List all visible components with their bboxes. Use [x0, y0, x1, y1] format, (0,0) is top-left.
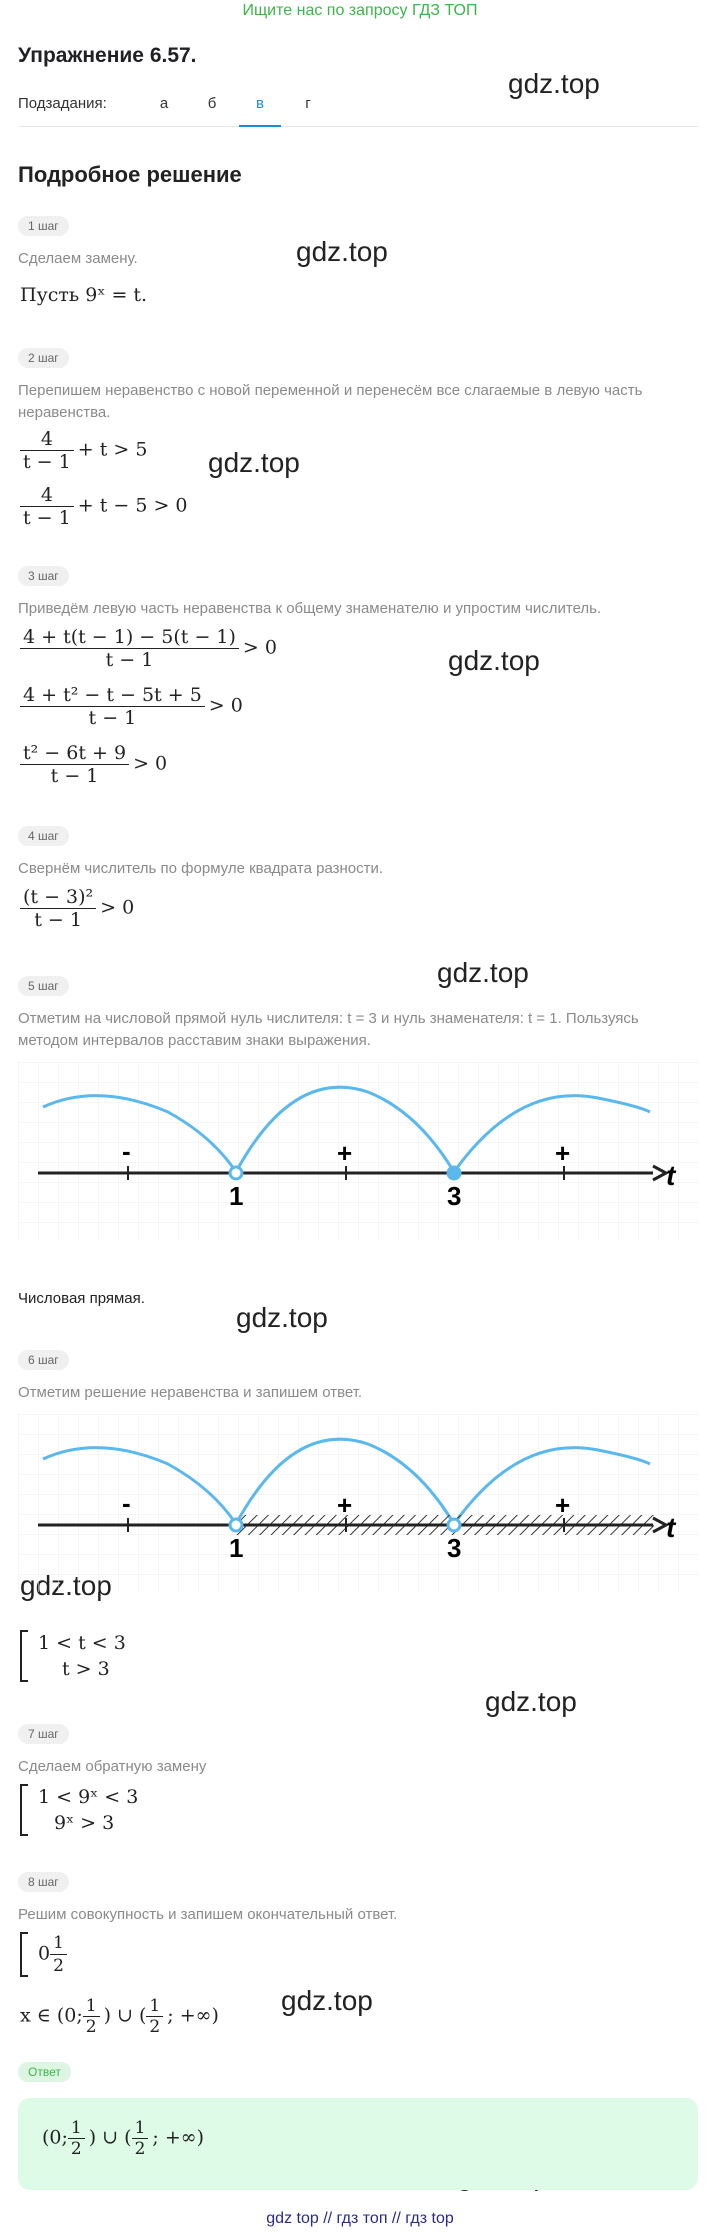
step-badge: 7 шаг: [18, 1724, 69, 1744]
point-open: [448, 1519, 460, 1531]
sign-label: +: [555, 1138, 571, 1168]
inequality: $\frac{\text{t² − 6t + 9}}{t - 1}$ > 0: [20, 742, 167, 787]
point-open: [230, 1167, 242, 1179]
step-badge: 1 шаг: [18, 216, 69, 236]
sign-label: -: [122, 1136, 131, 1166]
footer-links[interactable]: gdz top // гдз топ // гдз top: [266, 2210, 454, 2227]
point-label: 1: [229, 1181, 244, 1211]
step-text: Перепишем неравенство с новой переменной и перенесём все слагаемые в левую часть неравенства.: [18, 382, 643, 421]
point-filled: [448, 1167, 460, 1179]
section-title: Подробное решение: [18, 162, 242, 187]
step-badge: 8 шаг: [18, 1872, 69, 1892]
tab-g[interactable]: г: [305, 95, 311, 112]
step-badge: 2 шаг: [18, 348, 69, 368]
system-of-inequalities: 1 < t < 3 t > 3: [20, 1630, 126, 1682]
page-title: Упражнение 6.57.: [18, 44, 197, 67]
sign-label: +: [337, 1138, 353, 1168]
answer-badge: Ответ: [18, 2062, 71, 2082]
inequality: $\frac{\text{4 + t² − t − 5t + 5}}{t - 1}$ > 0: [20, 684, 243, 729]
step-badge: 3 шаг: [18, 566, 69, 586]
watermark: gdz.top: [437, 957, 529, 988]
system-of-inequalities: 0 $\frac{1}{2}$: [20, 1932, 71, 1977]
point-label: 3: [447, 1181, 462, 1211]
system-of-inequalities: 1 < 9ˣ < 3 9ˣ > 3: [20, 1784, 138, 1836]
tab-a[interactable]: а: [159, 95, 169, 112]
watermark: gdz.top: [281, 1985, 373, 2016]
step-text: Свернём числитель по формуле квадрата разности.: [18, 860, 384, 877]
inequality: $\frac{4 + t(t - 1) - 5(t - 1)}{t - 1}$ > 0: [20, 626, 277, 671]
solution-number-line: [18, 1414, 698, 1592]
point-open: [230, 1519, 242, 1531]
axis-label: t: [666, 1160, 676, 1191]
number-line-chart: [18, 1062, 698, 1240]
sign-label: +: [337, 1490, 353, 1520]
tab-v[interactable]: в: [239, 92, 281, 127]
inequality: $\frac{4}{t - 1}$ + t − 5 > 0: [20, 484, 188, 529]
watermark: gdz.top: [296, 236, 388, 267]
answer-box: [18, 2098, 698, 2190]
point-label: 1: [229, 1533, 244, 1563]
watermark: gdz.top: [485, 1686, 577, 1717]
watermark: gdz.top: [208, 447, 300, 478]
inequality: $\frac{\text{(t − 3)²}}{t - 1}$ > 0: [20, 886, 134, 931]
step-text: Сделаем обратную замену: [18, 1758, 207, 1775]
axis-label: t: [666, 1512, 676, 1543]
step-badge: 5 шаг: [18, 976, 69, 996]
step-text: Решим совокупность и запишем окончательный ответ.: [18, 1906, 398, 1923]
answer-expression: (0; $\frac{1}{2}$ ) ∪ ( $\frac{1}{2}$ ; +∞): [42, 2118, 204, 2159]
watermark: gdz.top: [508, 68, 600, 99]
point-label: 3: [447, 1533, 462, 1563]
tab-b[interactable]: б: [207, 95, 217, 112]
top-banner[interactable]: Ищите нас по запросу ГДЗ ТОП: [242, 2, 478, 19]
step-text: Отметим на числовой прямой нуль числителя: t = 3 и нуль знаменателя: t = 1. Пользуясь методом интервалов расставим знаки выражения.: [18, 1010, 639, 1049]
step-badge: 4 шаг: [18, 826, 69, 846]
watermark: gdz.top: [236, 1302, 328, 1333]
step-text: Приведём левую часть неравенства к общему знаменателю и упростим числитель.: [18, 600, 602, 617]
step-text: Отметим решение неравенства и запишем ответ.: [18, 1384, 363, 1401]
final-answer-expression: x ∈ (0; $\frac{1}{2}$ ) ∪ ( $\frac{1}{2}$ ; +∞): [20, 1996, 219, 2037]
sign-label: +: [555, 1490, 571, 1520]
chart-caption: Числовая прямая.: [18, 1290, 145, 1307]
step-badge: 6 шаг: [18, 1350, 69, 1370]
inequality: $\frac{4}{t - 1}$ + t > 5: [20, 428, 147, 473]
sign-label: -: [122, 1488, 131, 1518]
watermark: gdz.top: [448, 645, 540, 676]
subtasks-label: Подзадания:: [18, 95, 107, 112]
step-text: Сделаем замену.: [18, 250, 138, 267]
substitution: Пусть 9ˣ = t.: [20, 284, 148, 306]
